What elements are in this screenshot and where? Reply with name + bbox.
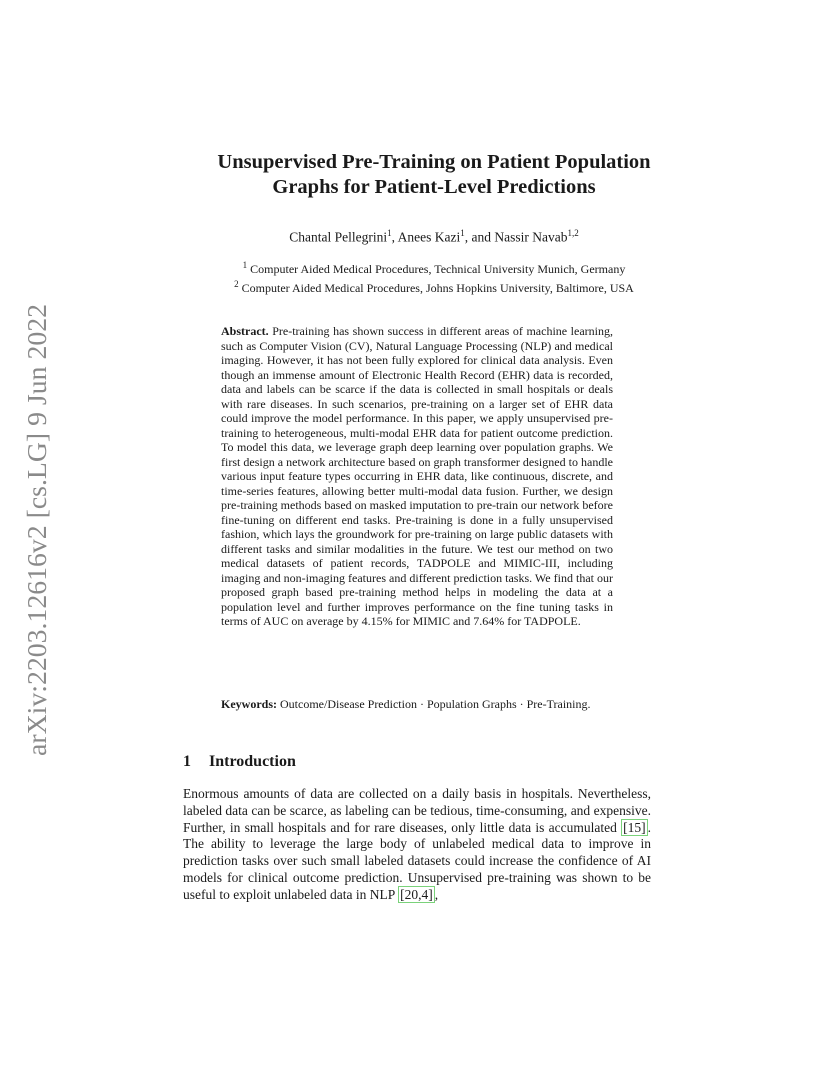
author-affiliation-mark: 1 xyxy=(387,228,392,238)
section-title: Introduction xyxy=(209,753,296,770)
intro-text: . The ability to leverage the large body of unlabeled medical data to improve in prediction tasks over such small labeled datasets could increase the confidence of AI models for clinical outcome prediction. Unsupervised pre-training was shown to be useful to exploit unlabeled data in NLP xyxy=(183,819,651,902)
section-heading xyxy=(183,753,296,771)
affiliation-item xyxy=(150,277,718,296)
abstract-label: Abstract. xyxy=(221,324,269,338)
paper-title xyxy=(150,150,718,200)
affiliation-mark: 1 xyxy=(242,260,248,270)
affiliation-list xyxy=(150,258,718,296)
introduction-paragraph xyxy=(183,786,651,904)
author-name: , and Nassir Navab xyxy=(464,229,568,245)
citation-link[interactable]: [15] xyxy=(623,819,646,835)
abstract xyxy=(221,324,613,629)
affiliation-text: Computer Aided Medical Procedures, Technical University Munich, Germany xyxy=(247,262,626,276)
affiliation-item xyxy=(150,258,718,277)
intro-text: Enormous amounts of data are collected on a daily basis in hospitals. Nevertheless, labeled data can be scarce, as labeling can be tedious, time-consuming, and expensive. Further, in small hospitals and for rare diseases, only little data is accumulated xyxy=(183,786,651,835)
affiliation-mark: 2 xyxy=(234,279,239,289)
abstract-text: Pre-training has shown success in different areas of machine learning, such as Computer Vision (CV), Natural Language Processing (NLP) and medical imaging. However, it has not been fully explored for clinical data analysis. Even though an immense amount of Electronic Health Record (EHR) data is recorded, data and labels can be scarce if the data is collected in small hospitals or deals with rare diseases. In such scenarios, pre-training on a larger set of EHR data could improve the model performance. In this paper, we apply unsupervised pre-training to heterogeneous, multi-modal EHR data for patient outcome prediction. To model this data, we leverage graph deep learning over population graphs. We first design a network architecture based on graph transformer designed to handle various input feature types occurring in EHR data, like continuous, discrete, and time-series features, allowing better multi-modal data fusion. Further, we design pre-training methods based on masked imputation to pre-train our network before fine-tuning on different end tasks. Pre-training is done in a fully unsupervised fashion, which lays the groundwork for pre-training on large public datasets with different tasks and similar modalities in the future. We test our method on two medical datasets of patient records, TADPOLE and MIMIC-III, including imaging and non-imaging features and different prediction tasks. We find that our proposed graph based pre-training method helps in modeling the data at a population level and further improves performance on the fine tuning tasks in terms of AUC on average by 4.15% for MIMIC and 7.64% for TADPOLE. xyxy=(221,324,613,628)
section-number: 1 xyxy=(183,753,191,770)
keywords-text: Outcome/Disease Prediction · Population Graphs · Pre-Training. xyxy=(277,697,591,711)
paper-title-line-1: Unsupervised Pre-Training on Patient Population xyxy=(217,151,651,173)
author-affiliation-mark: 1 xyxy=(460,228,465,238)
author-affiliation-mark: 1,2 xyxy=(567,228,579,238)
affiliation-text: Computer Aided Medical Procedures, Johns Hopkins University, Baltimore, USA xyxy=(238,281,634,295)
author-list xyxy=(150,228,718,246)
arxiv-identifier-text: arXiv:2203.12616v2 [cs.LG] 9 Jun 2022 xyxy=(22,316,52,756)
intro-text: , xyxy=(434,886,439,902)
author-name: , Anees Kazi xyxy=(391,229,461,245)
paper-title-line-2: Graphs for Patient-Level Predictions xyxy=(272,176,596,198)
keywords-label: Keywords: xyxy=(221,697,277,711)
arxiv-identifier xyxy=(2,300,62,760)
author-name: Chantal Pellegrini xyxy=(289,229,388,245)
keywords xyxy=(221,697,613,712)
citation-link[interactable]: [20,4] xyxy=(400,886,433,902)
